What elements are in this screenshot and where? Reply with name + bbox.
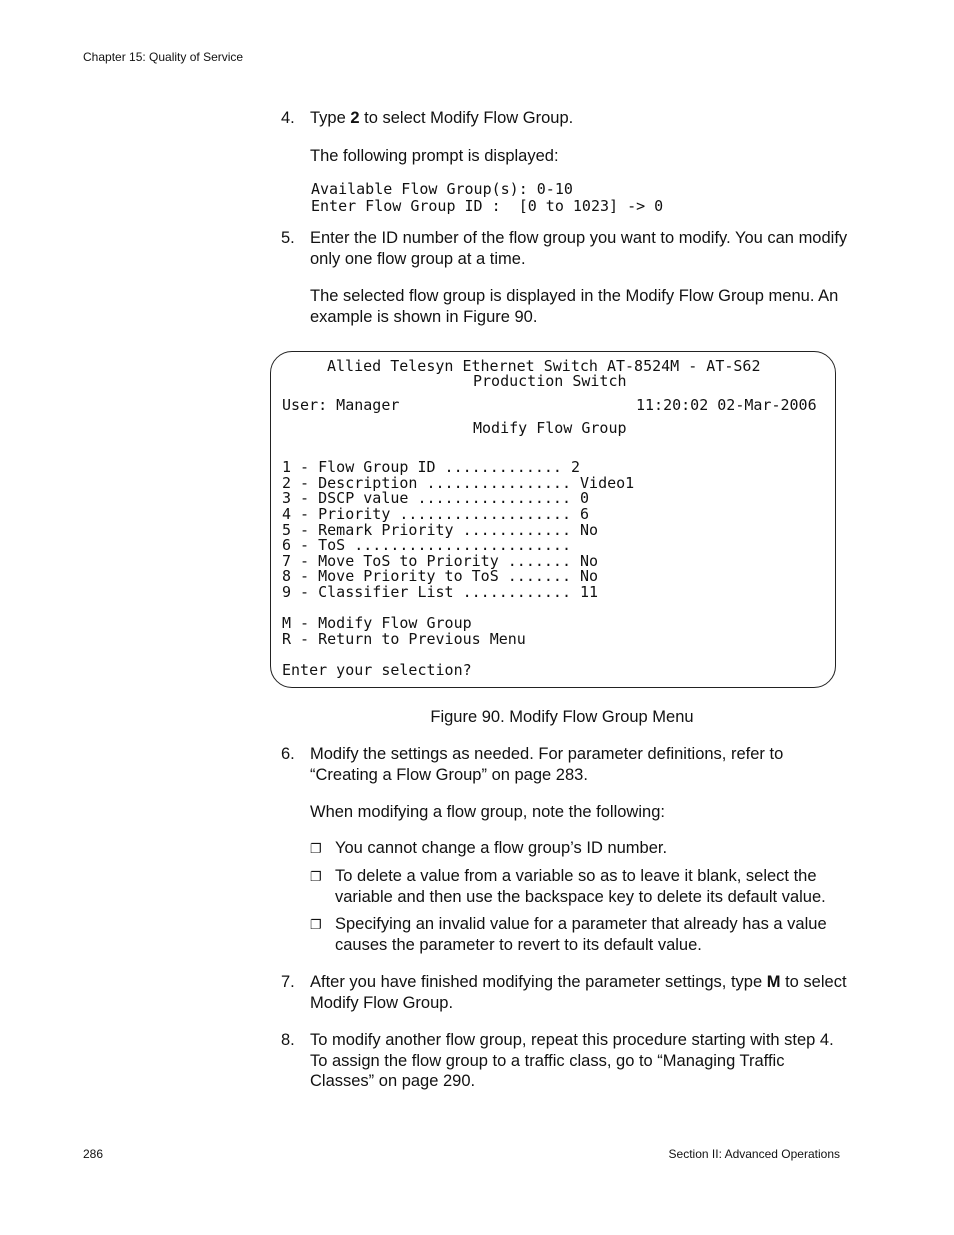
step-7-post: to select Modify Flow Group.	[310, 973, 847, 1012]
page-number: 286	[83, 1147, 104, 1161]
step-4-prompt-intro: The following prompt is displayed:	[310, 147, 559, 165]
step-4-post: to select Modify Flow Group.	[359, 109, 574, 127]
step-6-text: Modify the settings as needed. For parameter definitions, refer to “Creating a Flow Group” on page 283.	[310, 745, 784, 784]
running-header: Chapter 15: Quality of Service	[83, 50, 244, 64]
step-4-text	[310, 108, 850, 129]
menu-action-modify: M - Modify Flow Group	[282, 614, 472, 632]
step-5-note: The selected flow group is displayed in the Modify Flow Group menu. An example is shown in Figure 90.	[310, 287, 839, 326]
step-5-number: 5.	[281, 229, 295, 247]
terminal-datetime: 11:20:02 02-Mar-2006	[636, 396, 817, 414]
figure-caption: Figure 90. Modify Flow Group Menu	[430, 708, 694, 726]
bullet-icon: ❐	[310, 841, 322, 856]
step-6-number: 6.	[281, 745, 295, 763]
menu-item-dscp: 3 - DSCP value ................. 0	[282, 489, 590, 507]
bullet-item: Specifying an invalid value for a parameter that already has a value causes the parameter to revert to its default value.	[335, 915, 827, 954]
step-7-text	[310, 972, 850, 1013]
bullet-item: To delete a value from a variable so as to leave it blank, select the variable and then use the backspace key to delete its default value.	[335, 867, 826, 906]
step-8-number: 8.	[281, 1031, 295, 1049]
bullet-item: You cannot change a flow group’s ID number.	[335, 839, 668, 857]
menu-item-remark-priority: 5 - Remark Priority ............ No	[282, 521, 599, 539]
bullet-icon: ❐	[310, 869, 322, 884]
step-4-key: 2	[350, 109, 360, 127]
step-4-number: 4.	[281, 109, 295, 127]
step-7-key: M	[766, 973, 781, 991]
terminal-prompt: Enter your selection?	[282, 661, 472, 679]
step-7-number: 7.	[281, 973, 295, 991]
running-footer: Section II: Advanced Operations	[668, 1147, 840, 1161]
step-4-pre: Type	[310, 109, 351, 127]
menu-item-move-tos: 7 - Move ToS to Priority ....... No	[282, 552, 599, 570]
prompt-line-2: Enter Flow Group ID : [0 to 1023] -> 0	[311, 197, 664, 215]
menu-item-flow-group-id: 1 - Flow Group ID ............. 2	[282, 458, 581, 476]
step-5-text: Enter the ID number of the flow group you want to modify. You can modify only one flow group at a time.	[310, 229, 848, 268]
menu-item-tos: 6 - ToS ........................	[282, 536, 571, 554]
step-8-text: To modify another flow group, repeat this procedure starting with step 4. To assign the flow group to a traffic class, go to “Managing Traffic Classes” on page 290.	[310, 1031, 834, 1090]
terminal-user: User: Manager	[282, 396, 400, 414]
prompt-line-1: Available Flow Group(s): 0-10	[311, 180, 573, 198]
terminal-title-2: Production Switch	[473, 372, 627, 390]
step-7-pre: After you have finished modifying the parameter settings, type	[310, 973, 767, 991]
bullet-icon: ❐	[310, 917, 322, 932]
terminal-title-1: Allied Telesyn Ethernet Switch AT-8524M - AT-S62	[327, 357, 761, 375]
menu-item-description: 2 - Description ................ Video1	[282, 474, 635, 492]
terminal-menu-title: Modify Flow Group	[473, 419, 627, 437]
step-6-note: When modifying a flow group, note the following:	[310, 803, 665, 821]
menu-item-classifier-list: 9 - Classifier List ............ 11	[282, 583, 599, 601]
menu-item-priority: 4 - Priority ................... 6	[282, 505, 590, 523]
menu-item-move-priority: 8 - Move Priority to ToS ....... No	[282, 567, 599, 585]
menu-action-return: R - Return to Previous Menu	[282, 630, 526, 648]
